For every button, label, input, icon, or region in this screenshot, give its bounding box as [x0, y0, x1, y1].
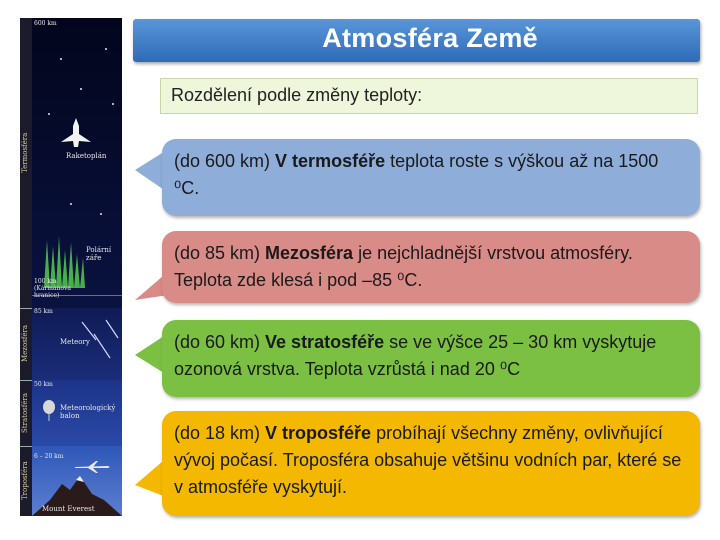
karman-line-label: 100 km (Kármánova hranice): [34, 278, 71, 299]
everest-label: Mount Everest: [42, 505, 95, 513]
km20-label: 6 – 20 km: [34, 453, 64, 460]
callout-prefix: (do 600 km): [174, 151, 276, 171]
callout-prefix: (do 18 km): [174, 423, 266, 443]
callout-keyword: V termosféře: [275, 151, 386, 171]
callout-prefix: (do 60 km): [174, 332, 266, 352]
callout-keyword: Ve stratosféře: [265, 332, 385, 352]
callout-stratosphere: [162, 320, 700, 397]
callout-troposphere: [162, 411, 700, 516]
rail-label-stratosphere: Stratosféra: [21, 393, 29, 434]
rail-label-thermosphere: Termosféra: [21, 132, 29, 174]
shuttle-label: Raketoplán: [66, 152, 107, 160]
meteors-label: Meteory: [60, 338, 90, 346]
callout-text: se ve výšce 25 – 30 km vyskytuje ozonová vrstva. Teplota vzrůstá i nad 20 ⁰C: [174, 332, 657, 379]
rail-label-troposphere: Troposféra: [21, 461, 29, 501]
km85-label: 85 km: [34, 308, 53, 315]
page-title: Atmosféra Země: [322, 23, 538, 53]
subtitle-text: Rozdělení podle změny teploty:: [171, 85, 423, 105]
callout-text: je nejchladnější vrstvou atmosféry. Teplota zde klesá i pod –85 ⁰C.: [174, 243, 633, 290]
callout-text: teplota roste s výškou až na 1500 ⁰C.: [174, 151, 659, 198]
callout-text: probíhají všechny změny, ovlivňující vývoj počasí. Troposféra obsahuje většinu vodních par, které se v atmosféře vyskytují.: [174, 423, 682, 497]
callout-mesosphere: [162, 231, 700, 303]
callout-keyword: V troposféře: [265, 423, 372, 443]
aurora-label: Polární záře: [86, 246, 112, 262]
top-altitude-label: 600 km: [34, 20, 57, 27]
callout-prefix: (do 85 km): [174, 243, 266, 263]
callout-keyword: Mezosféra: [265, 243, 354, 263]
balloon-label: Meteorologický balon: [60, 404, 116, 420]
km50-label: 50 km: [34, 381, 53, 388]
rail-label-mesosphere: Mezosféra: [21, 324, 29, 362]
callout-thermosphere: [162, 139, 700, 216]
